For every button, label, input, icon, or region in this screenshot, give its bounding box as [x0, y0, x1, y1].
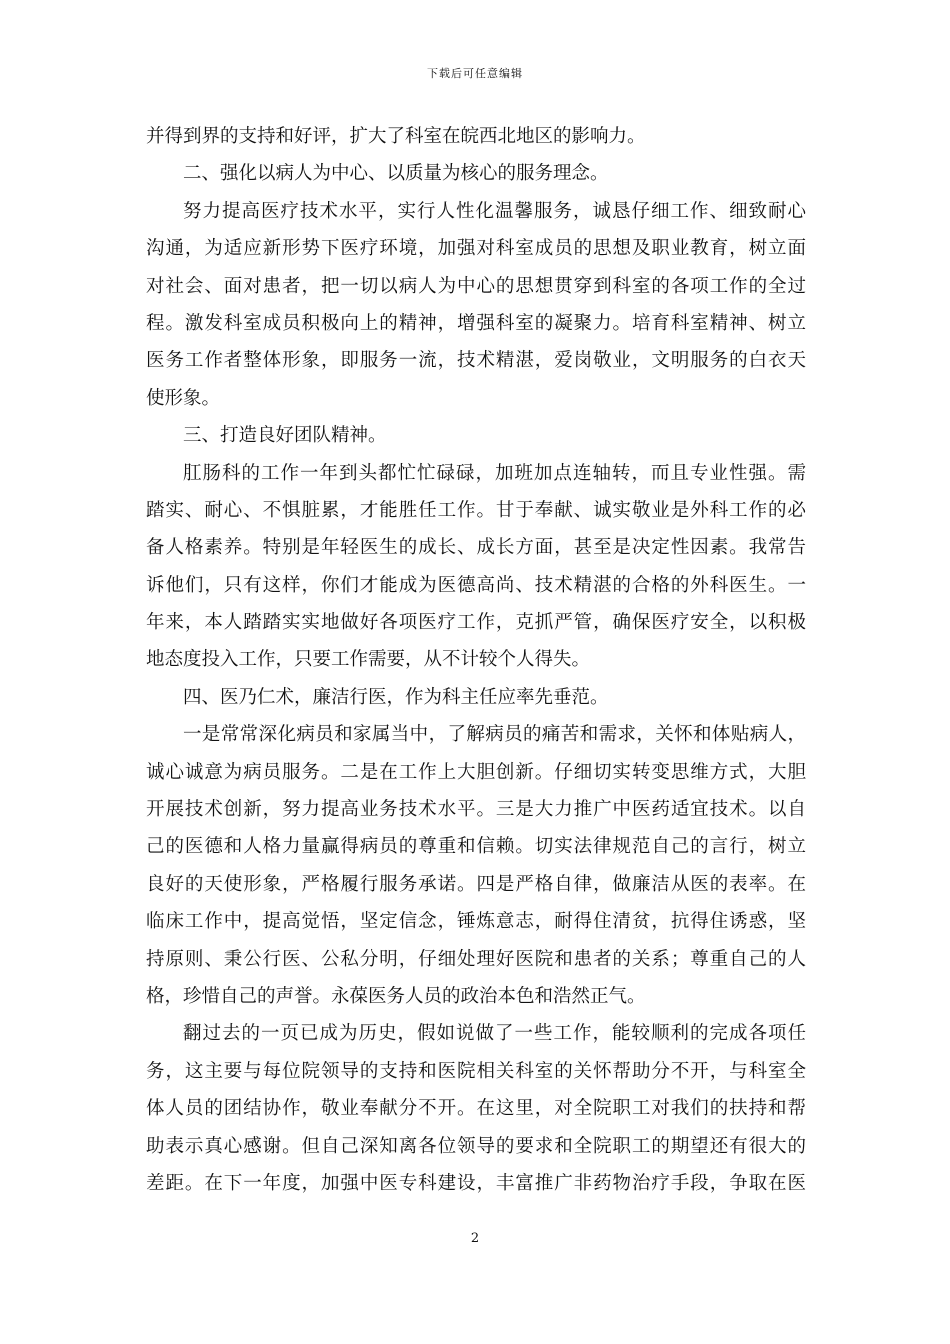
text-line: 诚心诚意为病员服务。二是在工作上大胆创新。仔细切实转变思维方式，大胆	[146, 761, 806, 783]
page-number: 2	[470, 1231, 480, 1246]
text-line: 二、强化以病人为中心、以质量为核心的服务理念。	[183, 163, 609, 185]
text-line: 地态度投入工作，只要工作需要，从不计较个人得失。	[146, 649, 591, 671]
text-line: 对社会、面对患者，把一切以病人为中心的思想贯穿到科室的各项工作的全过	[146, 275, 806, 297]
text-line: 务，这主要与每位院领导的支持和医院相关科室的关怀帮助分不开，与科室全	[146, 1060, 806, 1082]
text-line: 诉他们，只有这样，你们才能成为医德高尚、技术精湛的合格的外科医生。一	[146, 574, 806, 596]
text-line: 四、医乃仁术，廉洁行医，作为科主任应率先垂范。	[183, 686, 609, 708]
text-line: 努力提高医疗技术水平，实行人性化温馨服务，诚恳仔细工作、细致耐心	[183, 200, 806, 222]
text-line: 医务工作者整体形象，即服务一流，技术精湛，爱岗敬业，文明服务的白衣天	[146, 350, 806, 372]
text-line: 临床工作中，提高觉悟，坚定信念，锤炼意志，耐得住清贫，抗得住诱惑，坚	[146, 911, 806, 933]
text-line: 并得到界的支持和好评，扩大了科室在皖西北地区的影响力。	[146, 126, 646, 147]
text-line: 持原则、秉公行医、公私分明，仔细处理好医院和患者的关系；尊重自己的人	[146, 948, 806, 970]
text-line: 年来，本人踏踏实实地做好各项医疗工作，克抓严管，确保医疗安全，以积极	[146, 612, 806, 634]
text-line: 翻过去的一页已成为历史，假如说做了一些工作，能较顺利的完成各项任	[183, 1023, 806, 1045]
text-line: 差距。在下一年度，加强中医专科建设，丰富推广非药物治疗手段，争取在医	[146, 1172, 806, 1194]
text-line: 沟通，为适应新形势下医疗环境，加强对科室成员的思想及职业教育，树立面	[146, 238, 806, 260]
text-line: 开展技术创新，努力提高业务技术水平。三是大力推广中医药适宜技术。以自	[146, 799, 806, 821]
text-line: 格，珍惜自己的声誉。永葆医务人员的政治本色和浩然正气。	[146, 985, 646, 1007]
text-line: 备人格素养。特别是年轻医生的成长、成长方面，甚至是决定性因素。我常告	[146, 537, 806, 559]
text-line: 助表示真心感谢。但自己深知离各位领导的要求和全院职工的期望还有很大的	[146, 1135, 806, 1157]
text-line: 程。激发科室成员积极向上的精神，增强科室的凝聚力。培育科室精神、树立	[146, 312, 806, 334]
text-line: 三、打造良好团队精神。	[183, 425, 387, 447]
text-line: 肛肠科的工作一年到头都忙忙碌碌，加班加点连轴转，而且专业性强。需	[183, 462, 806, 484]
text-line: 使形象。	[146, 387, 221, 409]
text-line: 己的医德和人格力量赢得病员的尊重和信赖。切实法律规范自己的言行，树立	[146, 836, 806, 858]
text-line: 一是常常深化病员和家属当中，了解病员的痛苦和需求，关怀和体贴病人，	[183, 724, 806, 746]
document-body	[146, 122, 806, 1206]
page-header: 下载后可任意编辑	[427, 67, 523, 80]
text-line: 良好的天使形象，严格履行服务承诺。四是严格自律，做廉洁从医的表率。在	[146, 873, 806, 895]
text-line: 踏实、耐心、不惧脏累，才能胜任工作。甘于奉献、诚实敬业是外科工作的必	[146, 499, 806, 521]
text-line: 体人员的团结协作，敬业奉献分不开。在这里，对全院职工对我们的扶持和帮	[146, 1098, 806, 1120]
